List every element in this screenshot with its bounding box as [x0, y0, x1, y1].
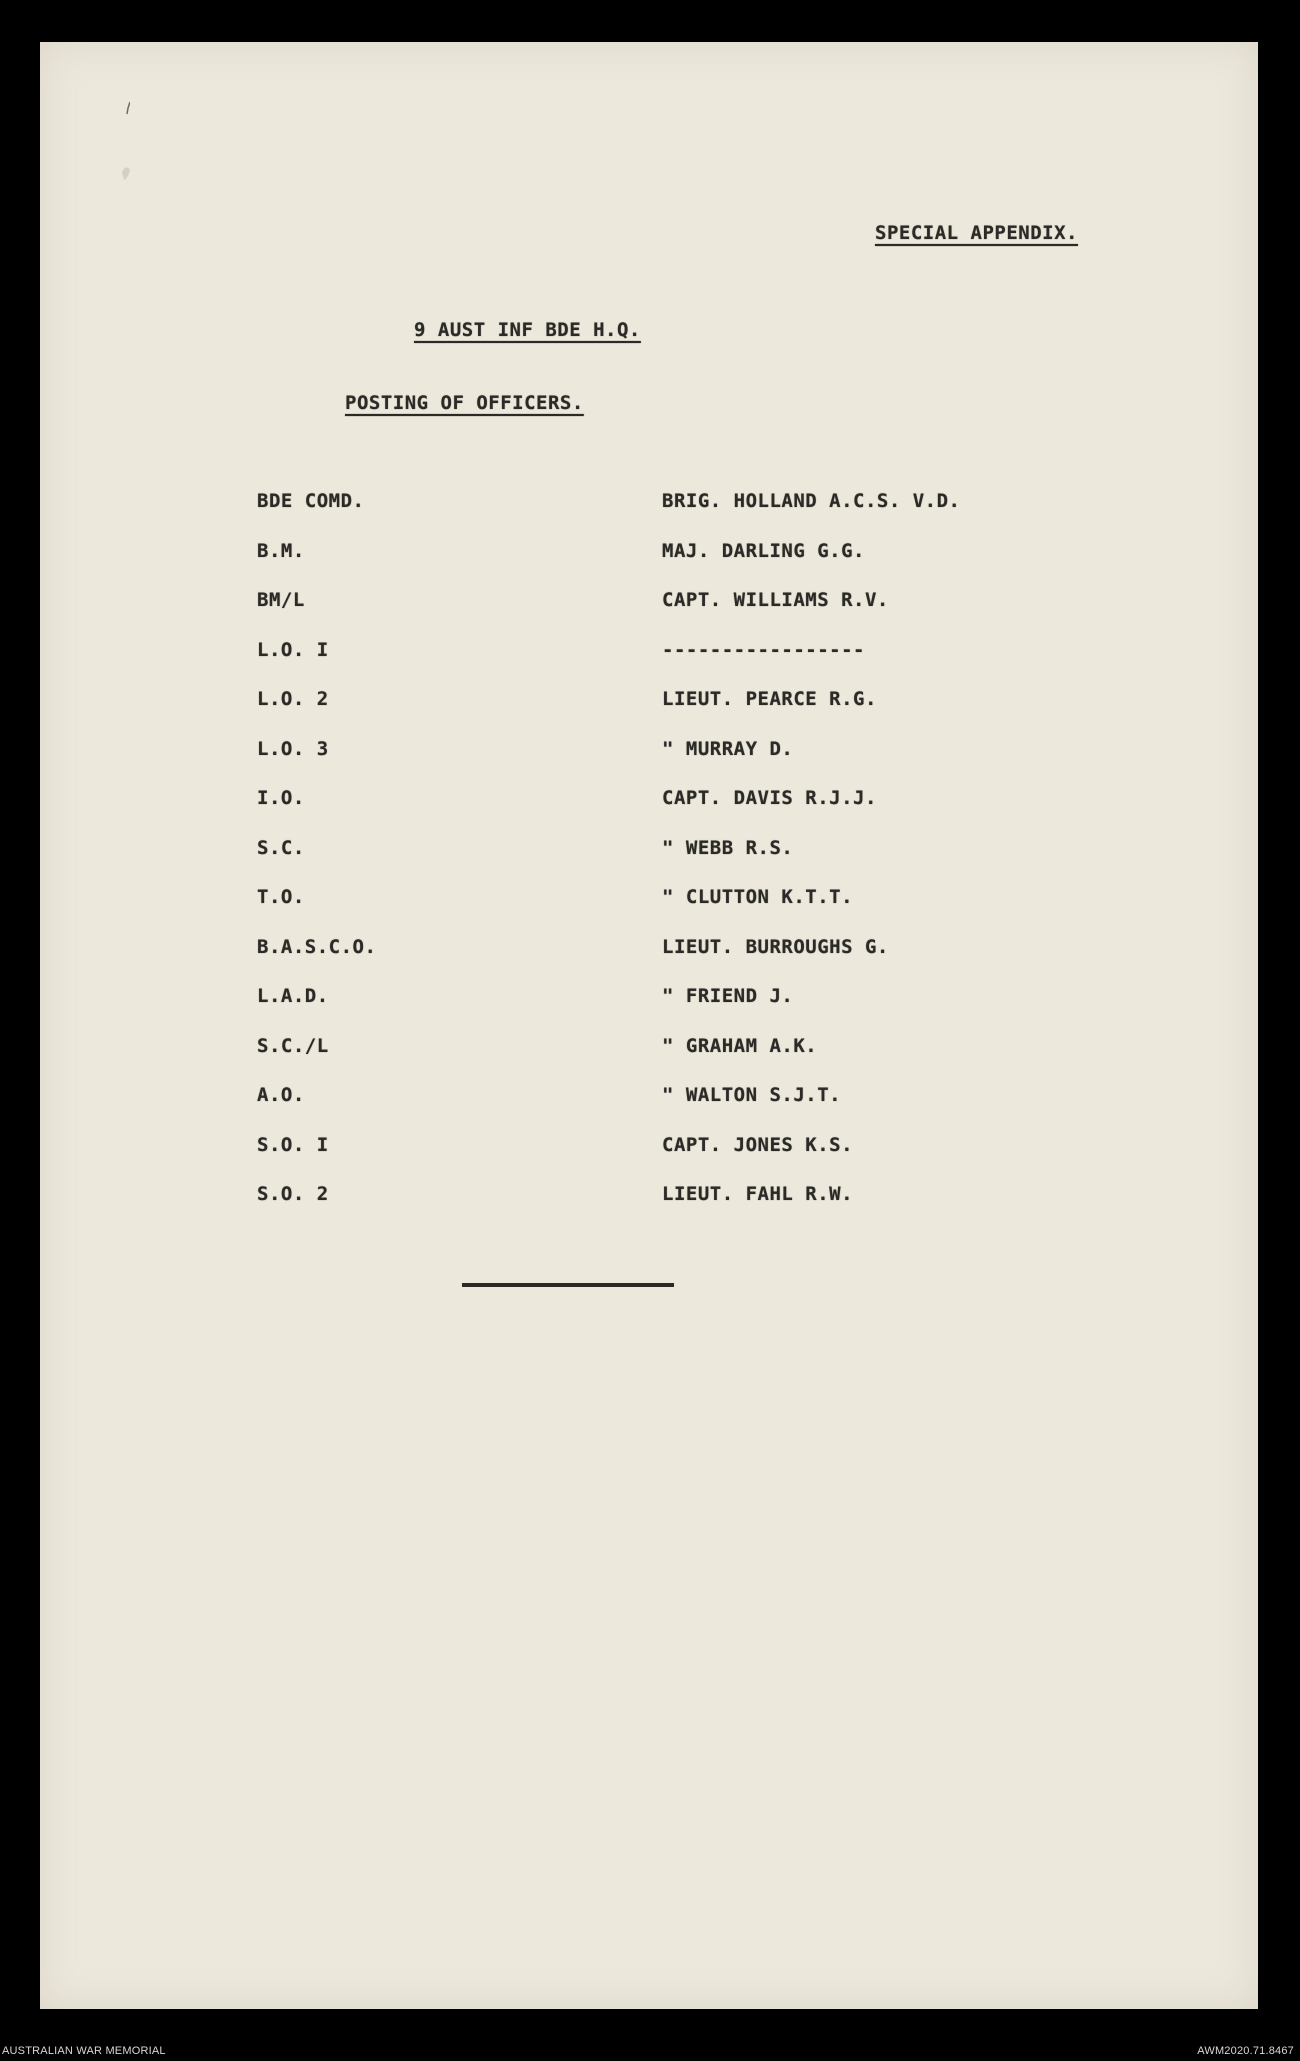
posting-officer: " CLUTTON K.T.T.: [662, 886, 854, 908]
posting-role: B.M.: [257, 539, 305, 562]
posting-row: [0, 1035, 1300, 1085]
posting-officer: " GRAHAM A.K.: [662, 1034, 818, 1057]
posting-row: [0, 787, 1300, 837]
paper-scuff-mark: [70, 100, 130, 190]
posting-role: I.O.: [257, 787, 305, 809]
posting-role: S.O. I: [257, 1133, 329, 1156]
posting-officer: LIEUT. PEARCE R.G.: [662, 688, 877, 710]
posting-role: L.O. 3: [257, 737, 329, 760]
posting-role: B.A.S.C.O.: [257, 935, 377, 958]
posting-row: [0, 837, 1300, 887]
posting-row: [0, 490, 1300, 540]
posting-role: BM/L: [257, 589, 305, 611]
closing-rule: [462, 1283, 674, 1287]
posting-role: S.O. 2: [257, 1183, 329, 1205]
posting-row: [0, 886, 1300, 936]
posting-officer: LIEUT. FAHL R.W.: [662, 1183, 854, 1205]
posting-row: [0, 688, 1300, 738]
posting-role: BDE COMD.: [257, 490, 365, 512]
posting-role: S.C./L: [257, 1034, 329, 1057]
posting-row: [0, 1134, 1300, 1184]
posting-row: [0, 589, 1300, 639]
posting-officer: -----------------: [662, 638, 865, 661]
special-appendix-label: SPECIAL APPENDIX.: [875, 222, 1078, 244]
posting-officer: CAPT. WILLIAMS R.V.: [662, 589, 889, 611]
postings-list: [0, 490, 1300, 1233]
posting-role: A.O.: [257, 1084, 305, 1106]
posting-row: [0, 639, 1300, 689]
footer-source-label: AUSTRALIAN WAR MEMORIAL: [2, 2045, 166, 2057]
posting-role: L.A.D.: [257, 985, 329, 1007]
posting-row: [0, 738, 1300, 788]
posting-officer: CAPT. JONES K.S.: [662, 1133, 854, 1156]
posting-officer: " WALTON S.J.T.: [662, 1084, 842, 1106]
posting-officer: " WEBB R.S.: [662, 836, 794, 859]
subject-heading: POSTING OF OFFICERS.: [345, 392, 584, 414]
posting-row: [0, 1084, 1300, 1134]
posting-role: S.C.: [257, 836, 305, 859]
posting-officer: " MURRAY D.: [662, 737, 794, 760]
posting-row: [0, 540, 1300, 590]
posting-role: T.O.: [257, 886, 305, 908]
posting-officer: MAJ. DARLING G.G.: [662, 539, 865, 562]
posting-row: [0, 1183, 1300, 1233]
unit-heading: 9 AUST INF BDE H.Q.: [414, 319, 641, 341]
footer-accession-number: AWM2020.71.8467: [1197, 2045, 1294, 2057]
posting-row: [0, 936, 1300, 986]
posting-officer: LIEUT. BURROUGHS G.: [662, 935, 889, 958]
posting-officer: BRIG. HOLLAND A.C.S. V.D.: [662, 490, 961, 512]
posting-role: L.O. 2: [257, 688, 329, 710]
posting-row: [0, 985, 1300, 1035]
posting-officer: CAPT. DAVIS R.J.J.: [662, 787, 877, 809]
posting-role: L.O. I: [257, 638, 329, 661]
posting-officer: " FRIEND J.: [662, 985, 794, 1007]
